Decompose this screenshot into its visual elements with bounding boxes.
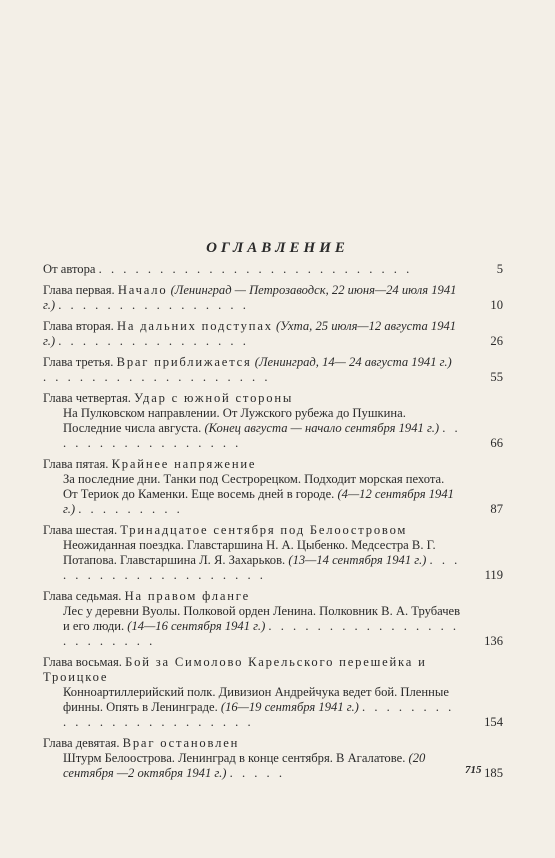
chapter-title: На дальних подступах xyxy=(116,319,273,333)
page-number: 10 xyxy=(490,298,503,312)
chapter-dates: (Ухта, 25 июля—12 августа 1941 г.) xyxy=(43,319,457,348)
chapter-summary: За последние дни. Танки под Сестрорецком. Подходит морская пехота. От Териок до Каменки. Еще восемь дней в городе. xyxy=(63,472,445,501)
chapter-title: Удар с южной стороны xyxy=(134,391,294,405)
leader-dots: . . . . . . . . . . . . . . . . . . . . . . . . . . xyxy=(98,262,413,276)
page-folio: 715 xyxy=(465,764,482,776)
chapter-title: Крайнее напряжение xyxy=(111,457,257,471)
chapter-title: Бой за Симолово Карельского перешейка и Троицкое xyxy=(43,655,427,684)
chapter-title: Начало xyxy=(117,283,168,297)
page-number: 87 xyxy=(490,502,503,516)
leader-dots: . . . . . . . . . . . . . . . . . . . xyxy=(43,370,271,384)
chapter-summary: Конноартиллерийский полк. Дивизион Андрейчука ведет бой. Пленные финны. Опять в Ленинграде. xyxy=(63,685,449,714)
toc-entry xyxy=(43,523,503,583)
chapter-summary: На Пулковском направлении. От Лужского рубежа до Пушкина. Последние числа августа. xyxy=(63,406,406,435)
chapter-summary: Неожиданная поездка. Главстаршина Н. А. Цыбенко. Медсестра В. Г. Потапова. Главстаршина Л. Я. Захарьков. xyxy=(63,538,436,567)
chapter-title: На правом фланге xyxy=(124,589,250,603)
chapter-title: Враг остановлен xyxy=(122,736,240,750)
entry-prefix: Глава восьмая. xyxy=(43,655,122,669)
toc-entry xyxy=(43,457,503,517)
entry-prefix: Глава вторая. xyxy=(43,319,114,333)
chapter-dates: (Конец августа — начало сентября 1941 г.) xyxy=(204,421,440,435)
toc-heading: ОГЛАВЛЕНИЕ xyxy=(206,240,349,256)
toc-entry xyxy=(43,736,503,781)
chapter-dates: (Ленинград, 14— 24 августа 1941 г.) xyxy=(254,355,452,369)
page-number: 119 xyxy=(484,568,503,582)
chapter-summary: Штурм Белоострова. Ленинград в конце сентября. В Агалатове. xyxy=(63,751,406,765)
page-number: 5 xyxy=(496,262,503,276)
chapter-dates: (4—12 сентября 1941 г.) xyxy=(63,487,454,516)
entry-prefix: Глава третья. xyxy=(43,355,114,369)
chapter-dates: (20 сентября —2 октября 1941 г.) xyxy=(63,751,426,780)
page-number: 154 xyxy=(484,715,503,729)
chapter-dates: (Ленинград — Петрозаводск, 22 июня—24 июля 1941 г.) xyxy=(43,283,457,312)
toc-entry xyxy=(43,319,503,349)
table-of-contents xyxy=(43,262,503,787)
entry-prefix: Глава девятая. xyxy=(43,736,120,750)
toc-entry xyxy=(43,655,503,730)
leader-dots: . . . . . . . . . . . . . . . . xyxy=(58,334,249,348)
entry-prefix: Глава первая. xyxy=(43,283,115,297)
page-number: 55 xyxy=(490,370,503,384)
leader-dots: . . . . . . . . . . . . . . . . . xyxy=(63,421,461,450)
entry-prefix: Глава шестая. xyxy=(43,523,118,537)
page-number: 66 xyxy=(490,436,503,450)
leader-dots: . . . . . . . . . . . . . . . . . . . . . . . . xyxy=(63,700,455,729)
toc-entry xyxy=(43,391,503,451)
toc-entry xyxy=(43,589,503,649)
chapter-dates: (13—14 сентября 1941 г.) xyxy=(288,553,427,567)
leader-dots: . . . . . . . . . xyxy=(78,502,183,516)
entry-prefix: Глава пятая. xyxy=(43,457,109,471)
leader-dots: . . . . . xyxy=(229,766,285,780)
chapter-dates: (16—19 сентября 1941 г.) xyxy=(220,700,359,714)
entry-prefix: Глава седьмая. xyxy=(43,589,122,603)
chapter-dates: (14—16 сентября 1941 г.) xyxy=(127,619,266,633)
entry-prefix: Глава четвертая. xyxy=(43,391,131,405)
chapter-title: Враг приближается xyxy=(116,355,252,369)
page-number: 136 xyxy=(484,634,503,648)
page-number: 185 xyxy=(484,766,503,780)
leader-dots: . . . . . . . . . . . . . . . . xyxy=(58,298,249,312)
toc-entry xyxy=(43,262,503,277)
entry-prefix: От автора xyxy=(43,262,96,276)
chapter-summary: Лес у деревни Вуолы. Полковой орден Ленина. Полковник В. А. Трубачев и его люди. xyxy=(63,604,461,633)
chapter-title: Тринадцатое сентября под Белоостровом xyxy=(120,523,408,537)
page-number: 26 xyxy=(490,334,503,348)
toc-entry xyxy=(43,355,503,385)
leader-dots: . . . . . . . . . . . . . . . . . . . . xyxy=(63,553,461,582)
leader-dots: . . . . . . . . . . . . . . . . . . . . . . . . xyxy=(63,619,460,648)
toc-entry xyxy=(43,283,503,313)
